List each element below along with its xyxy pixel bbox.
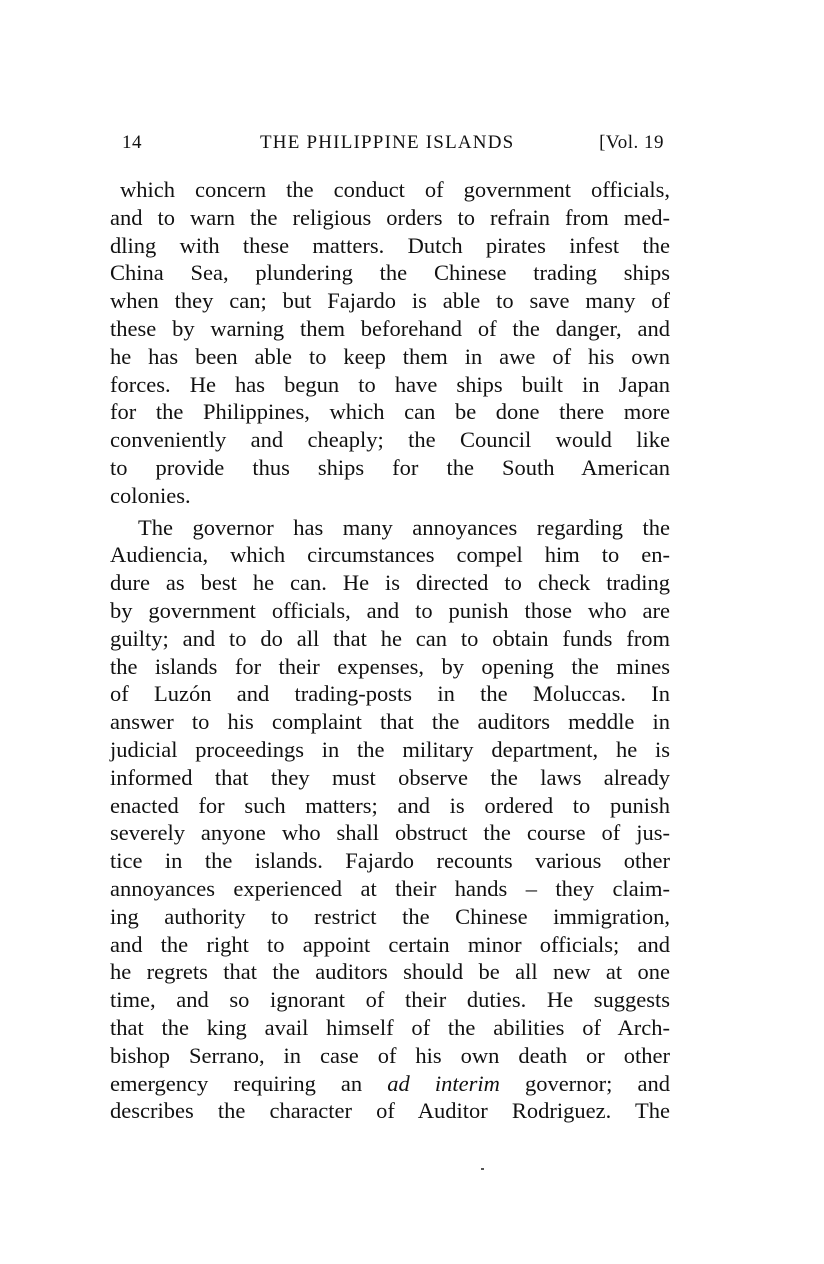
- text-line: time, and so ignorant of their duties. He suggests: [110, 987, 670, 1013]
- book-title: THE PHILIPPINE ISLANDS: [260, 132, 515, 153]
- text-line: he regrets that the auditors should be all new at one: [110, 959, 670, 985]
- running-head: [122, 132, 664, 158]
- text-line: dure as best he can. He is directed to check trading: [110, 570, 670, 596]
- text-line-with-italic: [110, 1070, 670, 1098]
- text-line: he has been able to keep them in awe of his own: [110, 343, 670, 369]
- text-line: enacted for such matters; and is ordered to punish: [110, 792, 670, 818]
- text-line: dling with these matters. Dutch pirates infest the: [110, 232, 670, 258]
- text-line: describes the character of Auditor Rodriguez. The: [110, 1098, 670, 1124]
- text-line: The governor has many annoyances regarding the: [138, 514, 670, 540]
- text-segment: governor; and: [499, 1070, 670, 1096]
- text-line: colonies.: [110, 482, 191, 508]
- text-line: forces. He has begun to have ships built in Japan: [110, 371, 670, 397]
- text-line: annoyances experienced at their hands – they claim-: [110, 875, 670, 901]
- text-line: Audiencia, which circumstances compel him to en-: [110, 542, 670, 568]
- paragraph-1: [110, 176, 670, 510]
- text-line: informed that they must observe the laws already: [110, 764, 670, 790]
- page-number: 14: [122, 132, 142, 153]
- text-line: judicial proceedings in the military department, he is: [110, 736, 670, 762]
- text-line: when they can; but Fajardo is able to save many of: [110, 288, 670, 314]
- text-line: conveniently and cheaply; the Council would like: [110, 427, 670, 453]
- text-line: China Sea, plundering the Chinese trading ships: [110, 260, 670, 286]
- text-line: which concern the conduct of government officials,: [120, 177, 670, 202]
- text-line: to provide thus ships for the South American: [110, 454, 670, 480]
- volume-label: [Vol. 19: [599, 132, 664, 153]
- text-line: by government officials, and to punish those who are: [110, 597, 670, 623]
- text-line: these by warning them beforehand of the danger, and: [110, 315, 670, 341]
- text-segment: emergency requiring an: [110, 1070, 388, 1096]
- text-line: tice in the islands. Fajardo recounts various other: [110, 848, 670, 874]
- print-speck: [481, 1168, 484, 1170]
- text-line: and the right to appoint certain minor officials; and: [110, 931, 670, 957]
- text-line: of Luzón and trading-posts in the Moluccas. In: [110, 681, 670, 707]
- text-line: ing authority to restrict the Chinese immigration,: [110, 903, 670, 929]
- text-line: the islands for their expenses, by opening the mines: [110, 653, 670, 679]
- paragraph-2: [110, 514, 670, 1126]
- text-line: answer to his complaint that the auditors meddle in: [110, 709, 670, 735]
- text-line: for the Philippines, which can be done there more: [110, 399, 670, 425]
- text-line: that the king avail himself of the abilities of Arch-: [110, 1014, 670, 1040]
- italic-phrase: ad interim: [387, 1070, 500, 1096]
- text-line: and to warn the religious orders to refrain from med-: [110, 204, 670, 230]
- text-line: guilty; and to do all that he can to obtain funds from: [110, 625, 670, 651]
- text-line: bishop Serrano, in case of his own death or other: [110, 1042, 670, 1068]
- body-text: [110, 176, 670, 1125]
- text-line: severely anyone who shall obstruct the course of jus-: [110, 820, 670, 846]
